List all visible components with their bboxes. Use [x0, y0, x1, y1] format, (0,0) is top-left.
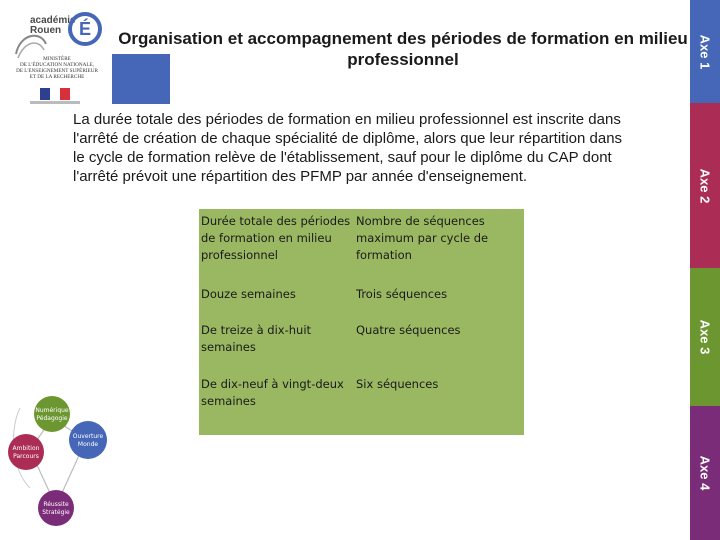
- bubble-ambition: [8, 434, 44, 470]
- table-cell-duration-1: Douze semaines: [201, 287, 296, 301]
- ministere-line-1: MINISTÈRE: [43, 56, 71, 62]
- table-header-sequences: Nombre de séquences maximum par cycle de formation: [356, 214, 489, 262]
- axis-4-tab[interactable]: [690, 406, 720, 540]
- bubble-ouverture-label-1: Ouverture: [72, 433, 104, 440]
- table-cell-sequences-2: Quatre séquences: [356, 323, 461, 337]
- axis-3-label: Axe 3: [697, 319, 713, 355]
- axis-2-label: Axe 2: [697, 168, 713, 203]
- bubble-reussite: [38, 490, 74, 526]
- axis-1-label: Axe 1: [697, 34, 713, 69]
- bubble-numerique: [34, 396, 70, 432]
- axis-3-tab[interactable]: [690, 268, 720, 406]
- table-cell-sequences-1: Trois séquences: [356, 287, 448, 301]
- ministere-line-4: ET DE LA RECHERCHE: [29, 74, 85, 80]
- bubble-ouverture: [69, 421, 107, 459]
- table-cell-duration-3: De dix-neuf à vingt-deux semaines: [201, 377, 344, 408]
- table-cell-sequences-3: Six séquences: [356, 377, 439, 391]
- academie-e-icon: [68, 12, 102, 46]
- ministere-label: [8, 56, 106, 80]
- marianne-flag-icon: [40, 88, 70, 100]
- sequences-table: [199, 209, 524, 435]
- bubble-ambition-label-2: Parcours: [13, 453, 39, 460]
- ministere-line-3: DE L'ENSEIGNEMENT SUPÉRIEUR: [16, 68, 98, 74]
- ministere-line-2: DE L'ÉDUCATION NATIONALE,: [20, 62, 94, 68]
- axis-1-tab[interactable]: [690, 0, 720, 103]
- bubble-ouverture-label-2: Monde: [77, 441, 99, 448]
- axis-4-label: Axe 4: [697, 455, 713, 491]
- bubble-numerique-label-1: Numérique: [35, 407, 69, 414]
- bubble-numerique-label-2: Pédagogie: [36, 415, 68, 422]
- academie-text: académie Rouen: [30, 15, 76, 36]
- table-cell-duration-2: De treize à dix-huit semaines: [201, 323, 312, 354]
- academie-logo: [6, 10, 102, 62]
- marianne-caption: [30, 101, 80, 104]
- svg-text:É: É: [78, 19, 92, 39]
- bubble-reussite-label-1: Réussite: [43, 501, 69, 508]
- axis-2-tab[interactable]: [690, 103, 720, 268]
- table-header-duration: Durée totale des périodes de formation en milieu professionnel: [201, 214, 351, 262]
- page-title: Organisation et accompagnement des périodes de formation en milieu professionnel: [118, 29, 688, 69]
- intro-paragraph: La durée totale des périodes de formation en milieu professionnel est inscrite dans l'arrêté de création de chaque spécialité de diplôme, alors que leur répartition dans le cycle de formation relève de l'établissement, sauf pour le diplôme du CAP dont l'arrêté prévoit une répartition des PFMP par année d'enseignement.: [73, 111, 623, 185]
- bubble-ambition-label-1: Ambition: [12, 445, 40, 452]
- themes-diagram: [0, 388, 120, 538]
- bubble-reussite-label-2: Stratégie: [42, 509, 70, 516]
